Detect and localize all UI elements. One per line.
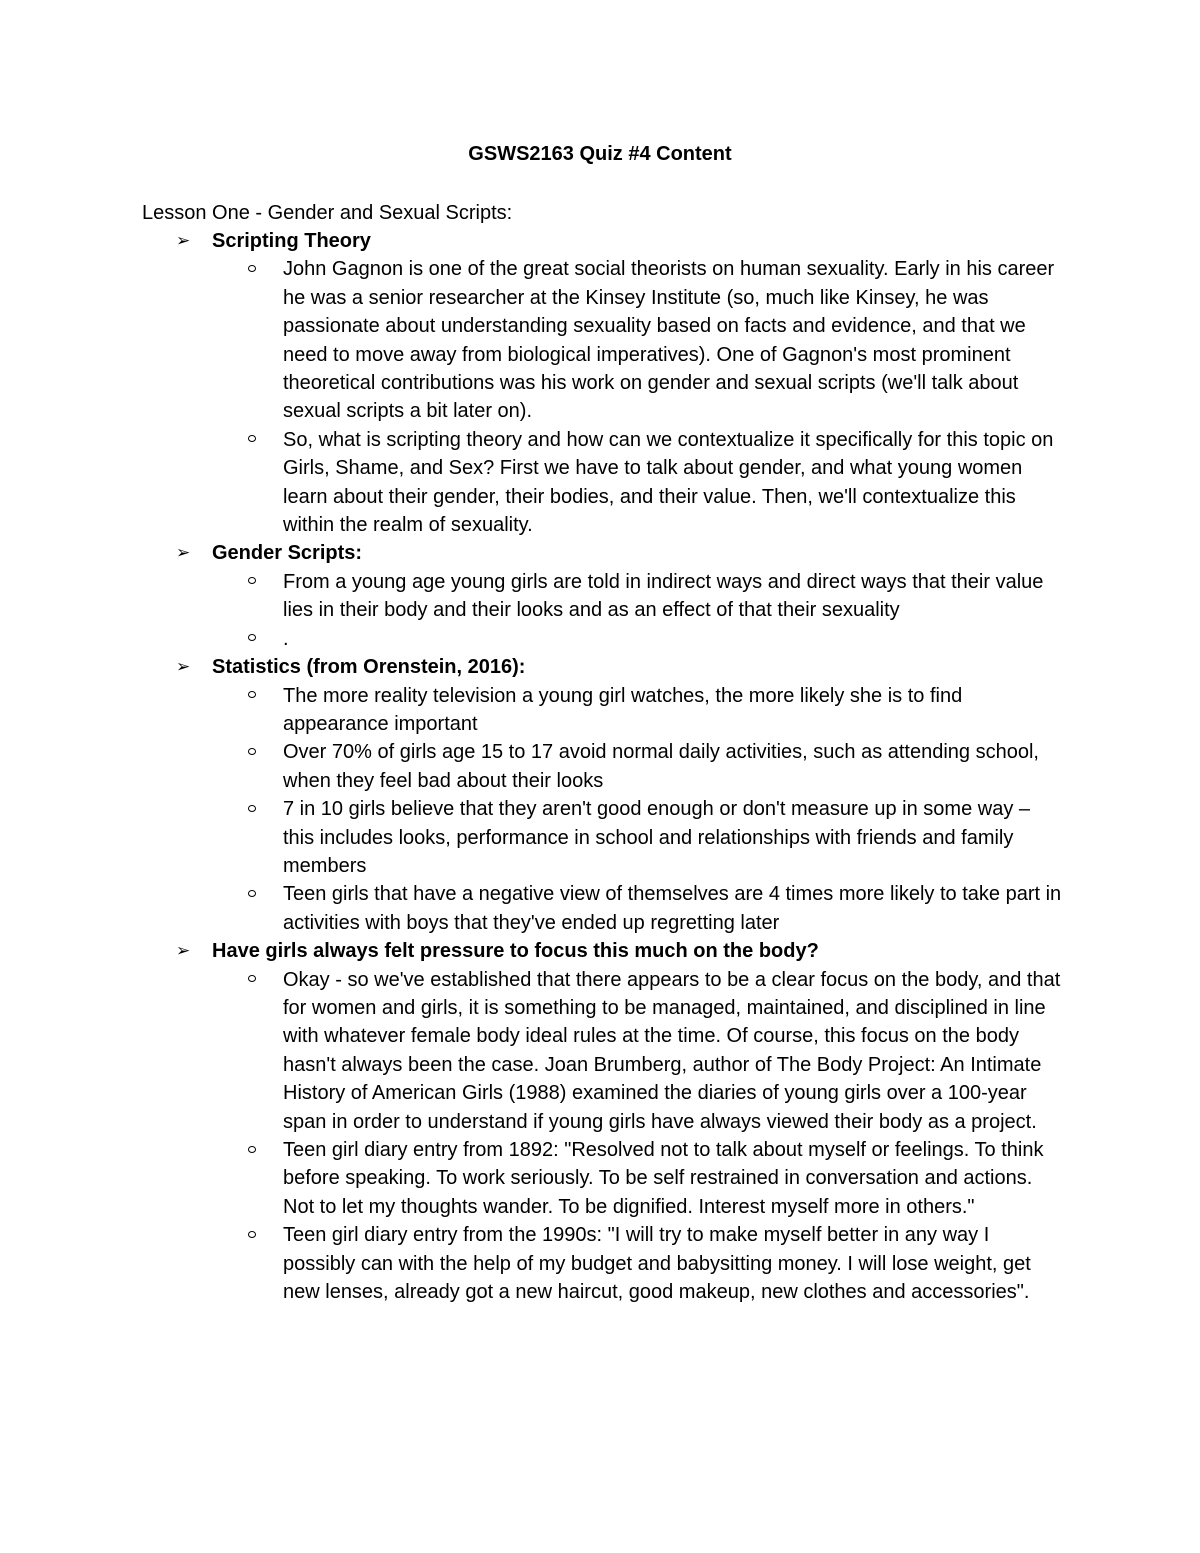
list-item — [0, 568, 1063, 625]
lesson-heading: Lesson One - Gender and Sexual Scripts: — [142, 202, 513, 224]
bullet-list — [0, 255, 1200, 539]
circle-bullet-icon — [248, 265, 256, 272]
outline-content — [0, 227, 1200, 1306]
circle-bullet-icon — [248, 890, 256, 897]
bullet-list — [0, 682, 1200, 938]
section-heading-text: Gender Scripts: — [212, 542, 363, 565]
list-item — [0, 795, 1063, 880]
section-heading-text: Have girls always felt pressure to focus this much on the body? — [212, 940, 819, 963]
bullet-list — [0, 568, 1200, 653]
section-heading — [0, 653, 1200, 681]
list-item — [0, 426, 1063, 540]
list-item-text: John Gagnon is one of the great social theorists on human sexuality. Early in his career he was a senior researcher at the Kinsey Institute (so, much like Kinsey, he was passionate about understanding sexuality based on facts and evidence, and that we need to move away from biological imperatives). One of Gagnon's most prominent theoretical contributions was his work on gender and sexual scripts (we'll talk about sexual scripts a bit later on). — [283, 258, 1055, 423]
section-heading — [0, 539, 1200, 567]
list-item — [0, 880, 1063, 937]
circle-bullet-icon — [248, 691, 256, 698]
list-item-text: 7 in 10 girls believe that they aren't good enough or don't measure up in some way – this includes looks, performance in school and relationships with friends and family members — [283, 798, 1030, 877]
list-item-text: Teen girls that have a negative view of themselves are 4 times more likely to take part in activities with boys that they've ended up regretting later — [283, 883, 1062, 934]
list-item — [0, 1136, 1063, 1221]
list-item — [0, 966, 1063, 1136]
circle-bullet-icon — [248, 805, 256, 812]
bullet-list — [0, 966, 1200, 1307]
list-item — [0, 738, 1063, 795]
section-heading — [0, 937, 1200, 965]
outline-section — [0, 227, 1200, 539]
list-item-text: From a young age young girls are told in indirect ways and direct ways that their value lies in their body and their looks and as an effect of that their sexuality — [283, 570, 1044, 622]
list-item-text: . — [283, 627, 289, 650]
circle-bullet-icon — [248, 577, 256, 584]
list-item — [0, 255, 1063, 425]
list-item-text: Teen girl diary entry from the 1990s: "I will try to make myself better in any way I possibly can with the help of my budget and babysitting money. I will lose weight, get new lenses, already got a new haircut, good makeup, new clothes and accessories". — [283, 1224, 1031, 1304]
list-item-text: So, what is scripting theory and how can we contextualize it specifically for this topic on Girls, Shame, and Sex? First we have to talk about gender, and what young women learn about their gender, their bodies, and their value. Then, we'll contextualize this within the realm of sexuality. — [283, 428, 1054, 537]
circle-bullet-icon — [248, 435, 256, 442]
circle-bullet-icon — [248, 1231, 256, 1238]
section-heading-text: Statistics (from Orenstein, 2016): — [212, 656, 526, 679]
section-heading — [0, 227, 1200, 255]
list-item-text: Teen girl diary entry from 1892: "Resolved not to talk about myself or feelings. To think before speaking. To work seriously. To be self restrained in conversation and actions. Not to let my thoughts wander. To be dignified. Interest myself more in others." — [283, 1139, 1044, 1218]
circle-bullet-icon — [248, 975, 256, 982]
list-item-text: Okay - so we've established that there appears to be a clear focus on the body, and that for women and girls, it is something to be managed, maintained, and disciplined in line with whatever female body ideal rules at the time. Of course, this focus on the body hasn't always been the case. Joan Brumberg, author of The Body Project: An Intimate History of American Girls (1988) examined the diaries of young girls over a 100-year span in order to understand if young girls have always viewed their body as a project. — [283, 968, 1061, 1133]
circle-bullet-icon — [248, 634, 256, 641]
list-item-text: The more reality television a young girl watches, the more likely she is to find appearance important — [283, 684, 963, 735]
outline-section — [0, 653, 1200, 937]
outline-section — [0, 539, 1200, 653]
section-heading-text: Scripting Theory — [212, 230, 371, 252]
arrow-bullet-icon: ➢ — [176, 231, 191, 250]
circle-bullet-icon — [248, 748, 256, 755]
arrow-bullet-icon: ➢ — [176, 657, 191, 677]
outline-section — [0, 937, 1200, 1306]
arrow-bullet-icon: ➢ — [176, 543, 191, 563]
circle-bullet-icon — [248, 1146, 256, 1153]
arrow-bullet-icon: ➢ — [176, 941, 191, 961]
list-item — [0, 682, 1063, 739]
page-title: GSWS2163 Quiz #4 Content — [468, 143, 732, 165]
list-item — [0, 625, 1063, 653]
list-item-text: Over 70% of girls age 15 to 17 avoid normal daily activities, such as attending school, when they feel bad about their looks — [283, 741, 1039, 792]
list-item — [0, 1221, 1063, 1306]
